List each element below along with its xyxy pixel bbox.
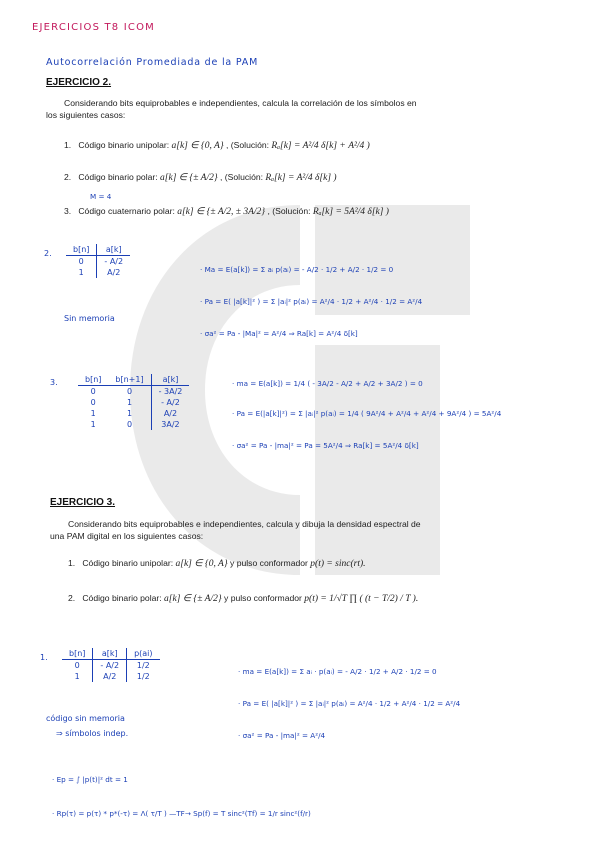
ex3-item-2: 2. Código binario polar: a[k] ∈ {± A/2} y pulso conformador p(t) = 1/√T ∏ ( (t − T/2) / T ).: [68, 593, 419, 604]
hw4-note2: ⇒ símbolos indep.: [56, 729, 129, 738]
hw3-eq3: · σa² = Pa - |ma|² = Pa = 5A²/4 ⇒ Ra[k] = 5A²/4 δ[k]: [232, 441, 419, 450]
hw4-table: b[n] a[k] p(ai) 0 - A/2 1/2 1 A/2 1/2: [62, 648, 160, 682]
table-row: 0 0 - 3A/2: [78, 386, 189, 398]
ex3-intro-line1: Considerando bits equiprobables e independientes, calcula y dibuja la densidad espectral de: [68, 519, 421, 529]
hw4-label: 1.: [40, 653, 48, 662]
ex3-heading: EJERCICIO 3.: [50, 497, 116, 508]
ex2-note-m: M = 4: [90, 192, 112, 201]
hw4-eq4: · Ep = ∫ |p(t)|² dt = 1: [52, 775, 128, 784]
table-row: 1 A/2: [66, 267, 130, 278]
ex2-intro-line2: los siguientes casos:: [46, 110, 126, 120]
hw2-table: [66, 244, 130, 278]
hw4-eq5: · Rp(τ) = p(τ) * p*(-τ) = Λ( τ/T ) —TF→ Sp(f) = T sinc²(Tf) = 1/r sinc²(f/r): [52, 809, 311, 818]
hw3-label: 3.: [50, 378, 58, 387]
hw2-col-bn: b[n]: [66, 244, 97, 256]
hw4-eq2: · Pa = E( |a[k]|² ) = Σ |aᵢ|² p(aᵢ) = A²/4 · 1/2 + A²/4 · 1/2 = A²/4: [238, 699, 461, 708]
table-row: 0 - A/2: [66, 256, 130, 268]
ex2-item-2: 2. Código binario polar: a[k] ∈ {± A/2} , (Solución: Rₐ[k] = A²/4 δ[k] ): [64, 172, 337, 183]
hw2-eq2: · Pa = E( |a[k]|² ) = Σ |aᵢ|² p(aᵢ) = A²/4 · 1/2 + A²/4 · 1/2 = A²/4: [200, 297, 423, 306]
table-row: 1 0 3A/2: [78, 419, 189, 430]
table-row: 1 1 A/2: [78, 408, 189, 419]
ex3-intro-line2: una PAM digital en los siguientes casos:: [50, 531, 204, 541]
hw3-table: b[n] b[n+1] a[k] 0 0 - 3A/2 0 1 - A/2 1 1 A/2 1 0 3A/2: [78, 374, 189, 430]
ex3-item-1: 1. Código binario unipolar: a[k] ∈ {0, A} y pulso conformador p(t) = sinc(rt).: [68, 558, 366, 569]
ex2-item-1: 1. Código binario unipolar: a[k] ∈ {0, A} , (Solución: Rₐ[k] = A²/4 δ[k] + A²/4 ): [64, 140, 370, 151]
section-subtitle: Autocorrelación Promediada de la PAM: [46, 57, 259, 68]
ex2-intro-line1: Considerando bits equiprobables e independientes, calcula la correlación de los símbolos en: [64, 98, 417, 108]
hw2-col-ak: a[k]: [97, 244, 130, 256]
hw2-eq1: · Ma = E(a[k]) = Σ aᵢ p(aᵢ) = - A/2 · 1/2 + A/2 · 1/2 = 0: [200, 265, 394, 274]
hw2-label: 2.: [44, 249, 52, 258]
table-row: 1 A/2 1/2: [62, 671, 160, 682]
hw2-note: Sin memoria: [64, 314, 115, 323]
hw3-eq1: · ma = E(a[k]) = 1/4 ( - 3A/2 - A/2 + A/2 + 3A/2 ) = 0: [232, 379, 423, 388]
hw4-note1: código sin memoria: [46, 714, 125, 723]
hw4-eq1: · ma = E(a[k]) = Σ aᵢ · p(aᵢ) = - A/2 · 1/2 + A/2 · 1/2 = 0: [238, 667, 437, 676]
hw4-eq3: · σa² = Pa - |ma|² = A²/4: [238, 731, 326, 740]
ex2-item-3: 3. Código cuaternario polar: a[k] ∈ {± A/2, ± 3A/2} , (Solución: Rₐ[k] = 5A²/4 δ[k] ): [64, 206, 389, 217]
page-title: EJERCICIOS T8 ICOM: [32, 22, 155, 33]
hw2-eq3: · σa² = Pa - |Ma|² = A²/4 ⇒ Ra[k] = A²/4 δ[k]: [200, 329, 358, 338]
table-row: 0 - A/2 1/2: [62, 660, 160, 672]
ex2-heading: EJERCICIO 2.: [46, 77, 112, 88]
hw3-eq2: · Pa = E(|a[k]|²) = Σ |aᵢ|² p(aᵢ) = 1/4 ( 9A²/4 + A²/4 + A²/4 + 9A²/4 ) = 5A²/4: [232, 409, 502, 418]
table-row: 0 1 - A/2: [78, 397, 189, 408]
